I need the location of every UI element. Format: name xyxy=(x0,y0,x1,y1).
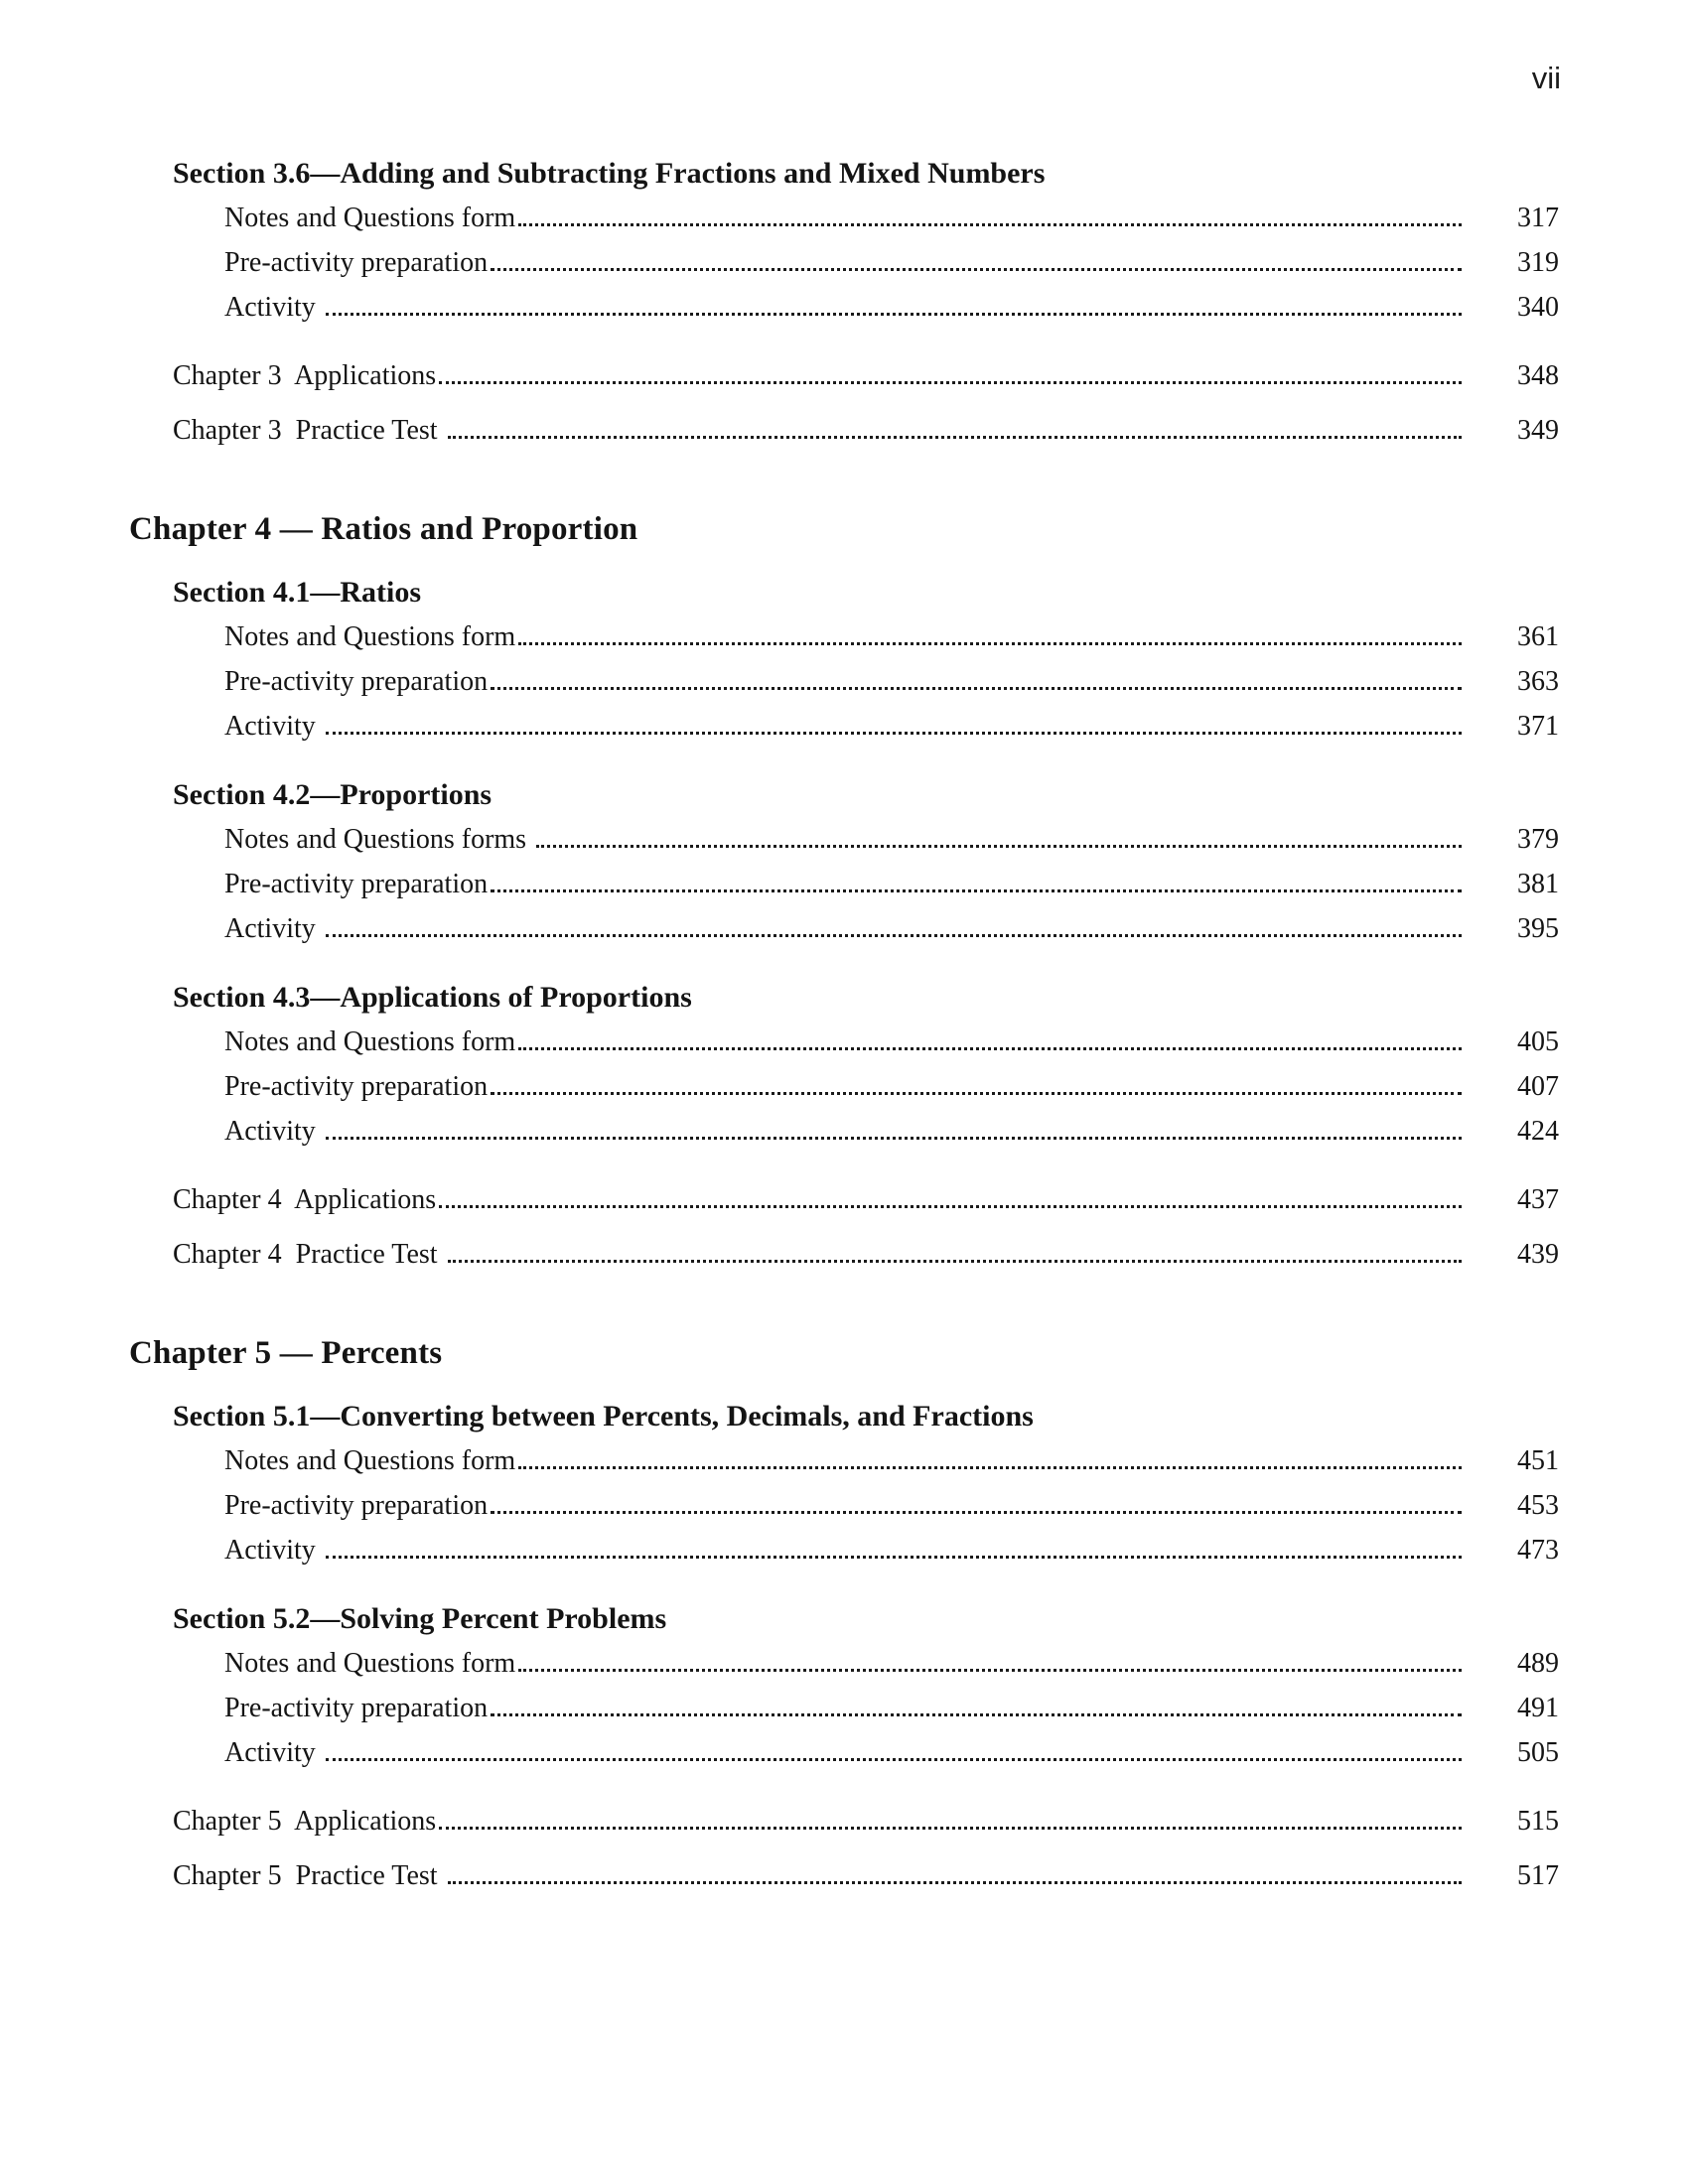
entry-label: Notes and Questions form xyxy=(224,203,516,233)
entry-page-number: 371 xyxy=(1517,711,1559,742)
chapter-toc-row xyxy=(173,1853,1559,1898)
dot-leader xyxy=(491,1511,1462,1514)
toc-entry xyxy=(224,1730,1559,1775)
entry-label: Chapter 5 Applications xyxy=(173,1806,437,1837)
section-title: Section 5.2—Solving Percent Problems xyxy=(173,1602,667,1635)
dot-leader xyxy=(491,889,1462,892)
toc-entry xyxy=(224,196,1559,240)
entry-label: Activity xyxy=(224,292,323,323)
entry-label: Notes and Questions form xyxy=(224,1648,516,1679)
toc-entry xyxy=(224,1109,1559,1154)
entry-page-number: 424 xyxy=(1517,1116,1559,1147)
toc-entry xyxy=(224,1438,1559,1483)
entry-page-number: 489 xyxy=(1517,1648,1559,1679)
toc-entry xyxy=(224,1528,1559,1572)
chapter-toc-row xyxy=(173,353,1559,398)
entry-page-number: 517 xyxy=(1517,1860,1559,1891)
entry-page-number: 395 xyxy=(1517,913,1559,944)
toc-entry xyxy=(224,1020,1559,1064)
dot-leader xyxy=(439,1827,1462,1830)
entry-label: Pre-activity preparation xyxy=(224,666,489,697)
entry-label: Pre-activity preparation xyxy=(224,1693,489,1723)
dot-leader xyxy=(491,687,1462,690)
toc-entry xyxy=(224,1483,1559,1528)
entry-label: Chapter 3 Practice Test xyxy=(173,415,445,446)
entry-page-number: 505 xyxy=(1517,1737,1559,1768)
toc-entry xyxy=(224,240,1559,285)
entry-label: Pre-activity preparation xyxy=(224,869,489,899)
entry-label: Pre-activity preparation xyxy=(224,247,489,278)
chapter-title: Chapter 4 — Ratios and Proportion xyxy=(129,511,638,547)
dot-leader xyxy=(326,934,1462,937)
entry-page-number: 451 xyxy=(1517,1445,1559,1476)
table-of-contents xyxy=(129,0,1559,1898)
entry-page-number: 515 xyxy=(1517,1806,1559,1837)
entry-label: Activity xyxy=(224,711,323,742)
entry-label: Notes and Questions form xyxy=(224,1445,516,1476)
toc-entry xyxy=(224,862,1559,906)
toc-entry xyxy=(224,1064,1559,1109)
section-title: Section 4.1—Ratios xyxy=(173,576,421,609)
dot-leader xyxy=(326,1758,1462,1761)
dot-leader xyxy=(518,1047,1462,1050)
entry-label: Activity xyxy=(224,913,323,944)
entry-page-number: 349 xyxy=(1517,415,1559,446)
section-title: Section 3.6—Adding and Subtracting Fractions and Mixed Numbers xyxy=(173,157,1046,190)
section-title: Section 4.2—Proportions xyxy=(173,778,492,811)
entry-page-number: 319 xyxy=(1517,247,1559,278)
entry-page-number: 473 xyxy=(1517,1535,1559,1566)
dot-leader xyxy=(448,436,1462,439)
dot-leader xyxy=(448,1881,1462,1884)
chapter-title: Chapter 5 — Percents xyxy=(129,1335,443,1371)
dot-leader xyxy=(491,1092,1462,1095)
dot-leader xyxy=(518,1669,1462,1672)
toc-entry xyxy=(224,906,1559,951)
dot-leader xyxy=(326,732,1462,735)
dot-leader xyxy=(326,313,1462,316)
section-title: Section 4.3—Applications of Proportions xyxy=(173,981,692,1014)
toc-entry xyxy=(224,817,1559,862)
toc-entry xyxy=(224,285,1559,330)
toc-entry xyxy=(224,614,1559,659)
section-title: Section 5.1—Converting between Percents, Decimals, and Fractions xyxy=(173,1400,1034,1433)
chapter-toc-row xyxy=(173,1177,1559,1222)
dot-leader xyxy=(518,1466,1462,1469)
entry-label: Notes and Questions form xyxy=(224,621,516,652)
entry-page-number: 381 xyxy=(1517,869,1559,899)
entry-page-number: 379 xyxy=(1517,824,1559,855)
dot-leader xyxy=(326,1137,1462,1140)
entry-label: Chapter 4 Practice Test xyxy=(173,1239,445,1270)
entry-page-number: 340 xyxy=(1517,292,1559,323)
dot-leader xyxy=(491,1713,1462,1716)
entry-page-number: 405 xyxy=(1517,1026,1559,1057)
chapter-toc-row xyxy=(173,408,1559,453)
chapter-toc-row xyxy=(173,1232,1559,1277)
dot-leader xyxy=(326,1556,1462,1559)
dot-leader xyxy=(439,381,1462,384)
toc-entry xyxy=(224,1641,1559,1686)
entry-label: Activity xyxy=(224,1737,323,1768)
entry-label: Activity xyxy=(224,1535,323,1566)
entry-page-number: 437 xyxy=(1517,1184,1559,1215)
dot-leader xyxy=(536,845,1462,848)
dot-leader xyxy=(439,1205,1462,1208)
entry-label: Pre-activity preparation xyxy=(224,1071,489,1102)
entry-label: Chapter 5 Practice Test xyxy=(173,1860,445,1891)
entry-page-number: 407 xyxy=(1517,1071,1559,1102)
chapter-toc-row xyxy=(173,1799,1559,1843)
entry-page-number: 453 xyxy=(1517,1490,1559,1521)
entry-label: Notes and Questions forms xyxy=(224,824,534,855)
entry-label: Chapter 3 Applications xyxy=(173,360,437,391)
dot-leader xyxy=(518,223,1462,226)
dot-leader xyxy=(518,642,1462,645)
entry-page-number: 491 xyxy=(1517,1693,1559,1723)
toc-entry xyxy=(224,704,1559,749)
entry-page-number: 439 xyxy=(1517,1239,1559,1270)
page-number-folio: vii xyxy=(1531,61,1561,95)
entry-label: Activity xyxy=(224,1116,323,1147)
entry-page-number: 348 xyxy=(1517,360,1559,391)
entry-page-number: 317 xyxy=(1517,203,1559,233)
entry-page-number: 363 xyxy=(1517,666,1559,697)
entry-page-number: 361 xyxy=(1517,621,1559,652)
entry-label: Pre-activity preparation xyxy=(224,1490,489,1521)
toc-entry xyxy=(224,1686,1559,1730)
dot-leader xyxy=(491,268,1462,271)
dot-leader xyxy=(448,1260,1462,1263)
entry-label: Notes and Questions form xyxy=(224,1026,516,1057)
entry-label: Chapter 4 Applications xyxy=(173,1184,437,1215)
toc-entry xyxy=(224,659,1559,704)
